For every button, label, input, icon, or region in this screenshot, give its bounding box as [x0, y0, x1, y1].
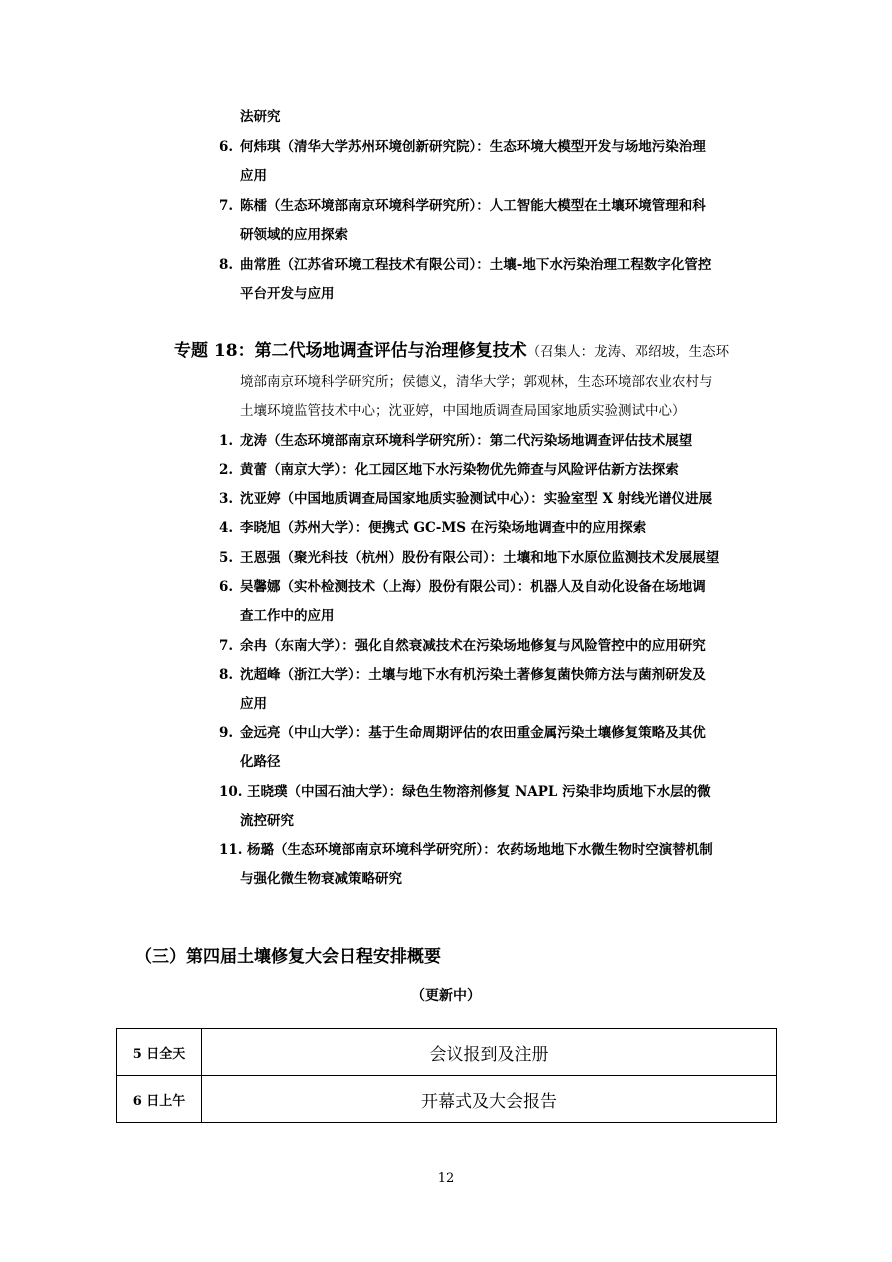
- item-number: 11.: [219, 842, 243, 858]
- topic18-item-10: [219, 782, 711, 802]
- item-text: 陈檑（生态环境部南京环境科学研究所）：人工智能大模型在土壤环境管理和科: [240, 198, 706, 214]
- topic18-item-10-cont: 流控研究: [240, 813, 294, 829]
- page-number: 12: [437, 1171, 455, 1186]
- schedule-day: 5 日全天: [117, 1029, 202, 1076]
- topic18-item-8-cont: 应用: [240, 696, 267, 712]
- item-number: 4.: [219, 520, 234, 536]
- topic-conveners-line3: 土壤环境监管技术中心；沈亚婷，中国地质调查局国家地质实验测试中心）: [240, 403, 686, 419]
- table-row: [117, 1076, 777, 1123]
- topic18-item-7: [219, 636, 706, 656]
- section-heading: （三）第四届土壤修复大会日程安排概要: [135, 947, 441, 967]
- prev-item-8: [219, 255, 711, 275]
- topic18-item-11: [219, 840, 713, 860]
- topic18-item-9: [219, 723, 706, 743]
- item-number: 5.: [219, 550, 234, 566]
- item-text: 吴馨娜（实朴检测技术（上海）股份有限公司）：机器人及自动化设备在场地调: [240, 579, 706, 595]
- schedule-day: 6 日上午: [117, 1076, 202, 1123]
- topic-18-heading: [174, 339, 729, 364]
- item-text: 王晓璞（中国石油大学）：绿色生物溶剂修复 NAPL 污染非均质地下水层的微: [247, 784, 711, 800]
- topic18-item-6-cont: 查工作中的应用: [240, 608, 335, 624]
- item-text: 李晓旭（苏州大学）：便携式 GC-MS 在污染场地调查中的应用探索: [240, 520, 647, 536]
- topic-conveners-line2: 境部南京环境科学研究所；侯德义，清华大学；郭观林，生态环境部农业农村与: [240, 374, 713, 390]
- prev-item-6: [219, 137, 706, 157]
- schedule-table: [116, 1028, 777, 1123]
- topic-conveners: （召集人：龙涛、邓绍坡，生态环: [526, 344, 730, 360]
- item-number: 6.: [219, 579, 234, 595]
- topic18-item-11-cont: 与强化微生物衰减策略研究: [240, 871, 402, 887]
- prev-item-5-tail: 法研究: [240, 109, 281, 125]
- item-text: 沈超峰（浙江大学）：土壤与地下水有机污染土著修复菌快筛方法与菌剂研发及: [240, 667, 706, 683]
- item-text: 王恩强（聚光科技（杭州）股份有限公司）：土壤和地下水原位监测技术发展展望: [240, 550, 720, 566]
- prev-item-6-cont: 应用: [240, 168, 267, 184]
- item-number: 8.: [219, 257, 234, 273]
- item-text: 沈亚婷（中国地质调查局国家地质实验测试中心）：实验室型 X 射线光谱仪进展: [240, 491, 713, 507]
- topic18-item-3: [219, 489, 712, 509]
- item-number: 3.: [219, 491, 234, 507]
- item-text: 余冉（东南大学）：强化自然衰减技术在污染场地修复与风险管控中的应用研究: [240, 638, 706, 654]
- item-number: 7.: [219, 198, 234, 214]
- item-number: 6.: [219, 139, 234, 155]
- topic18-item-6: [219, 577, 706, 597]
- item-number: 1.: [219, 433, 234, 449]
- item-text: 曲常胜（江苏省环境工程技术有限公司）：土壤-地下水污染治理工程数字化管控: [240, 257, 712, 273]
- schedule-desc: 开幕式及大会报告: [202, 1076, 777, 1123]
- schedule-desc: 会议报到及注册: [202, 1029, 777, 1076]
- topic18-item-2: [219, 460, 679, 480]
- topic18-item-9-cont: 化路径: [240, 754, 281, 770]
- topic18-item-1: [219, 431, 692, 451]
- topic18-item-5: [219, 548, 719, 568]
- item-text: 黄蕾（南京大学）：化工园区地下水污染物优先筛查与风险评估新方法探索: [240, 462, 679, 478]
- item-number: 7.: [219, 638, 234, 654]
- prev-item-8-cont: 平台开发与应用: [240, 286, 335, 302]
- item-text: 龙涛（生态环境部南京环境科学研究所）：第二代污染场地调查评估技术展望: [240, 433, 693, 449]
- topic-title: 专题 18：第二代场地调查评估与治理修复技术: [174, 341, 527, 361]
- topic18-item-8: [219, 665, 706, 685]
- prev-item-7-cont: 研领域的应用探索: [240, 227, 348, 243]
- item-text: 何炜琪（清华大学苏州环境创新研究院）：生态环境大模型开发与场地污染治理: [240, 139, 706, 155]
- update-status: （更新中）: [411, 988, 481, 1004]
- prev-item-7: [219, 196, 706, 216]
- item-number: 10.: [219, 784, 243, 800]
- table-row: [117, 1029, 777, 1076]
- topic18-item-4: [219, 518, 646, 538]
- item-number: 2.: [219, 462, 234, 478]
- item-text: 杨璐（生态环境部南京环境科学研究所）：农药场地地下水微生物时空演替机制: [247, 842, 713, 858]
- item-number: 8.: [219, 667, 234, 683]
- item-number: 9.: [219, 725, 234, 741]
- item-text: 金远亮（中山大学）：基于生命周期评估的农田重金属污染土壤修复策略及其优: [240, 725, 706, 741]
